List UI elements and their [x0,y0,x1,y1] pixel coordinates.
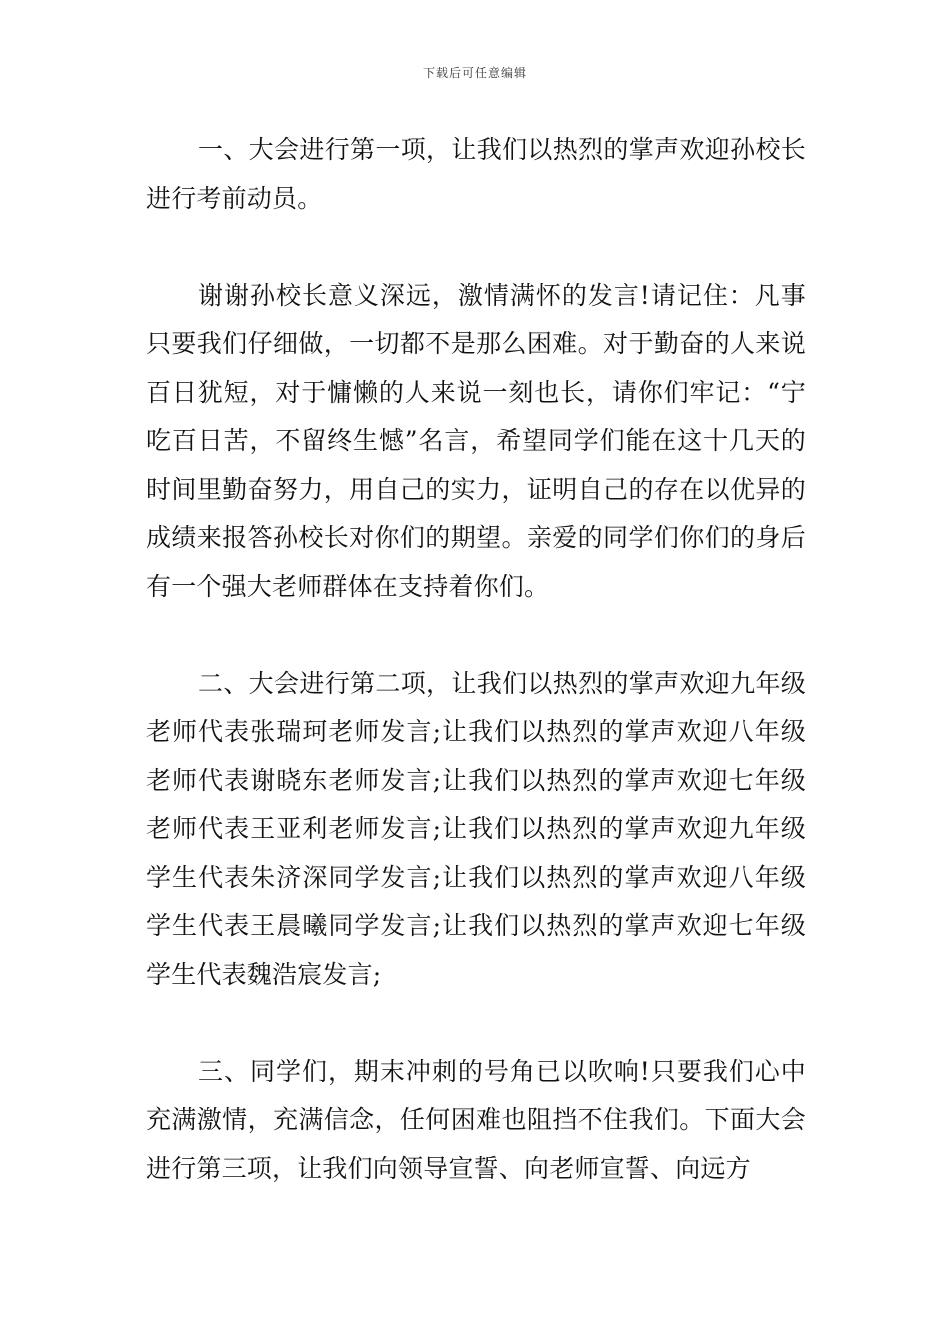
paragraph-1: 一、大会进行第一项，让我们以热烈的掌声欢迎孙校长进行考前动员。 [146,135,806,213]
document-body [146,126,806,1193]
paragraph-2: 谢谢孙校长意义深远，激情满怀的发言!请记住：凡事只要我们仔细做，一切都不是那么困难。对于勤奋的人来说百日犹短，对于慵懒的人来说一刻也长，请你们牢记：“宁吃百日苦，不留终生憾”名言，希望同学们能在这十几天的时间里勤奋努力，用自己的实力，证明自己的存在以优异的成绩来报答孙校长对你们的期望。亲爱的同学们你们的身后有一个强大老师群体在支持着你们。 [146,280,806,601]
paragraph-spacer [146,611,806,660]
paragraph-spacer [146,999,806,1048]
paragraph-spacer [146,223,806,272]
page-header-note: 下载后可任意编辑 [422,66,527,80]
paragraph-4: 三、同学们，期末冲刺的号角已以吹响!只要我们心中充满激情，充满信念，任何困难也阻挡不住我们。下面大会进行第三项，让我们向领导宣誓、向老师宣誓、向远方 [146,1056,806,1183]
paragraph-3: 二、大会进行第二项，让我们以热烈的掌声欢迎九年级老师代表张瑞珂老师发言;让我们以热烈的掌声欢迎八年级老师代表谢晓东老师发言;让我们以热烈的掌声欢迎七年级老师代表王亚利老师发言;让我们以热烈的掌声欢迎九年级学生代表朱济深同学发言;让我们以热烈的掌声欢迎八年级学生代表王晨曦同学发言;让我们以热烈的掌声欢迎七年级学生代表魏浩宸发言; [146,668,806,989]
